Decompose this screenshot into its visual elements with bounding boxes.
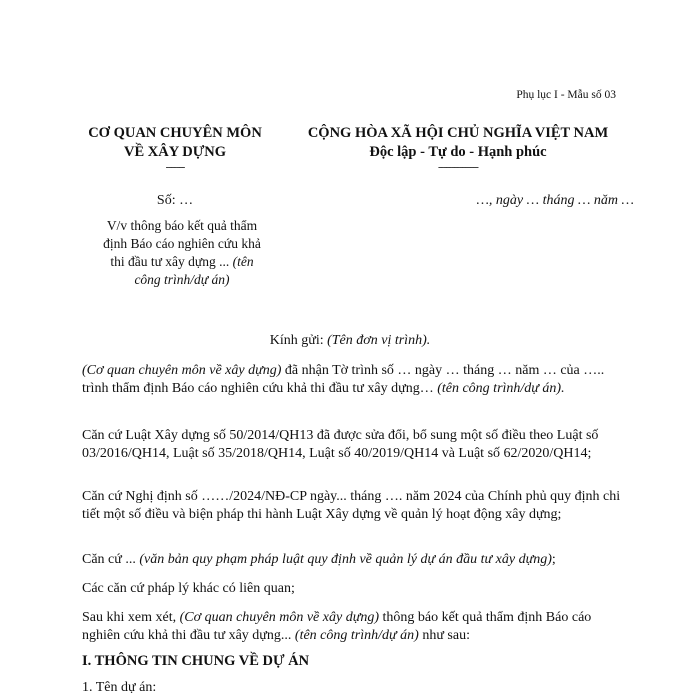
- p6-text3: như sau:: [418, 627, 470, 643]
- greeting-recipient: (Tên đơn vị trình).: [327, 333, 431, 348]
- subject-line1: V/v thông báo kết quả thẩm: [106, 218, 258, 233]
- greeting-text: Kính gửi:: [269, 333, 328, 348]
- p1-text: đã nhận Tờ trình số … ngày … tháng … năm … của ….. trình thẩm định Báo cáo nghiên cứu khả thi đầu tư xây dựng…: [82, 363, 605, 396]
- agency-name-line2: VỀ XÂY DỰNG: [123, 144, 227, 160]
- p4-italic: (văn bản quy phạm pháp luật quy định về quản lý dự án đầu tư xây dựng): [139, 552, 552, 567]
- p3-text: Căn cứ Nghị định số ……/2024/NĐ-CP ngày... tháng …. năm 2024 của Chính phủ quy định chi tiết một số điều và biện pháp thi hành Luật Xây dựng về quản lý hoạt động xây dựng;: [82, 489, 621, 522]
- subject-line4: công trình/dự án): [134, 272, 230, 287]
- p2-text: Căn cứ Luật Xây dựng số 50/2014/QH13 đã được sửa đổi, bổ sung một số điều theo Luật số 03/2016/QH14, Luật số 35/2018/QH14, Luật số 40/2019/QH14 và Luật số 62/2020/QH14;: [82, 428, 599, 461]
- p6-agency: (Cơ quan chuyên môn về xây dựng): [179, 610, 379, 625]
- agency-name-line1: CƠ QUAN CHUYÊN MÔN: [88, 125, 262, 141]
- place-date: …, ngày … tháng … năm …: [476, 193, 634, 208]
- paragraph-legal-basis: [82, 551, 622, 569]
- subject-line3-text: thi đầu tư xây dựng ...: [110, 254, 233, 269]
- national-motto: Độc lập - Tự do - Hạnh phúc: [369, 144, 547, 160]
- appendix-label: Phụ lục I - Mẫu số 03: [516, 89, 616, 101]
- section-heading: I. THÔNG TIN CHUNG VỀ DỰ ÁN: [82, 653, 310, 669]
- p1-agency: (Cơ quan chuyên môn về xây dựng): [82, 363, 282, 378]
- p6-text1: Sau khi xem xét,: [82, 610, 180, 625]
- p4-text1: Căn cứ ...: [82, 552, 140, 567]
- paragraph-receipt: [82, 362, 622, 397]
- greeting: [0, 333, 700, 349]
- subject-line3: [70, 253, 294, 271]
- paragraph-other-basis: [82, 580, 622, 598]
- document-number: Số: …: [156, 193, 194, 208]
- p1-project: (tên công trình/dự án).: [437, 380, 565, 396]
- item-project-name: 1. Tên dự án:: [82, 680, 157, 695]
- p4-text2: ;: [551, 552, 556, 567]
- p6-text2: thông báo kết quả thẩm định Báo cáo nghiên cứu khả thi đầu tư xây dựng...: [82, 610, 592, 643]
- paragraph-decree: [82, 488, 622, 523]
- national-rule: ---------------: [438, 161, 478, 173]
- p6-project: (tên công trình/dự án): [294, 627, 419, 643]
- national-header: [282, 124, 634, 172]
- subject-line2: định Báo cáo nghiên cứu khả: [103, 236, 261, 251]
- p5-text: Các căn cứ pháp lý khác có liên quan;: [82, 581, 295, 596]
- subject-block: [70, 217, 294, 289]
- subject-line3-italic: (tên: [232, 254, 254, 269]
- paragraph-review: [82, 609, 622, 644]
- paragraph-construction-law: [82, 427, 622, 462]
- national-title: CỘNG HÒA XÃ HỘI CHỦ NGHĨA VIỆT NAM: [307, 125, 609, 141]
- agency-header: [70, 124, 280, 172]
- agency-rule: -------: [165, 161, 185, 173]
